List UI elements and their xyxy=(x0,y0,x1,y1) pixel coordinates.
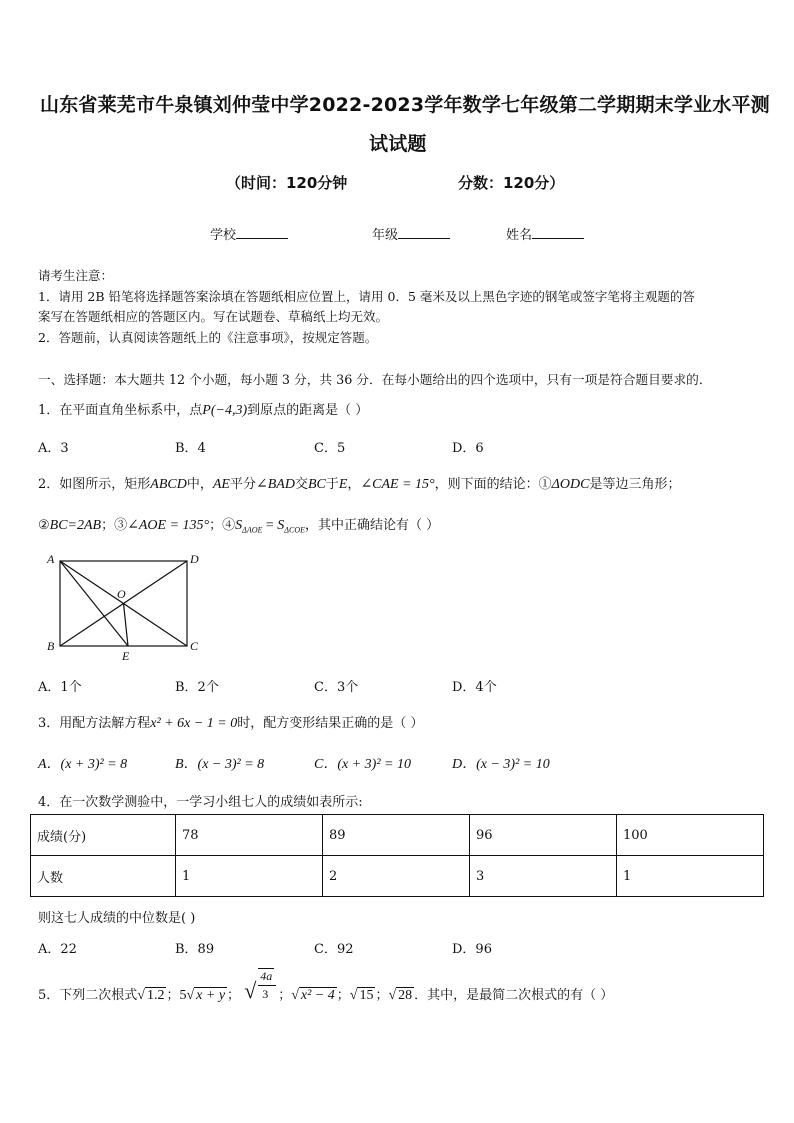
q5-root-2: √ x + y xyxy=(186,988,226,1003)
label-a: A xyxy=(47,552,55,566)
q1-option-d[interactable]: D．6 xyxy=(452,441,484,456)
q1-pre: 1．在平面直角坐标系中，点 xyxy=(38,403,203,418)
page-title-line2: 试试题 xyxy=(369,133,427,155)
q5-root-5-value: 15 xyxy=(359,988,374,1003)
table-cell: 1 xyxy=(617,856,764,897)
q5-root-1-value: 1.2 xyxy=(146,988,165,1003)
q2-ae: AE xyxy=(212,477,230,492)
q1-option-c[interactable]: C．5 xyxy=(314,441,346,456)
q5-root-5: √ 15 xyxy=(349,988,374,1003)
table-cell: 成绩(分) xyxy=(31,815,176,856)
exam-score: 分数：120分） xyxy=(458,174,565,192)
q2-odc: ΔODC xyxy=(551,477,590,492)
q2-text: ；④ xyxy=(209,518,236,533)
q2-text: ② xyxy=(38,518,50,533)
table-cell: 78 xyxy=(176,815,323,856)
q2-text: 中， xyxy=(186,477,213,492)
q3-option-c[interactable] xyxy=(314,753,411,773)
table-cell: 人数 xyxy=(31,856,176,897)
name-label: 姓名 xyxy=(506,228,533,243)
q5-root-6: √ 28 xyxy=(388,988,413,1003)
q5-root-2-value: x + y xyxy=(196,988,226,1003)
q5-pre: 5．下列二次根式 xyxy=(38,988,138,1003)
q3-option-b-text: B．(x − 3)² = 8 xyxy=(175,757,265,772)
segment-oe xyxy=(124,604,129,647)
q2-text: 是等边三角形； xyxy=(589,477,681,492)
q2-option-a[interactable]: A．1个 xyxy=(38,680,82,695)
q3-post: 时，配方变形结果正确的是（ ） xyxy=(237,716,424,731)
q2-text: 2．如图所示，矩形 xyxy=(38,477,151,492)
q3-pre: 3．用配方法解方程 xyxy=(38,716,151,731)
q5-sep: ； xyxy=(336,988,350,1003)
q1-option-a[interactable]: A．3 xyxy=(38,441,69,456)
q2-bad: ∠BAD xyxy=(255,477,295,492)
q3-option-a-text: A．(x + 3)² = 8 xyxy=(38,757,128,772)
q2-text: ；③ xyxy=(101,518,128,533)
q5-root-4-value: x² − 4 xyxy=(300,988,335,1003)
q2-option-b[interactable]: B．2个 xyxy=(175,680,219,695)
school-label: 学校 xyxy=(210,228,237,243)
grade-blank[interactable] xyxy=(398,226,450,239)
q2-text: 平分 xyxy=(229,477,256,492)
table-row xyxy=(31,856,764,897)
q2-s1-sub: ΔAOE xyxy=(242,525,263,535)
q2-s2: S xyxy=(277,518,285,533)
section1-heading: 一、选择题：本大题共 12 个小题，每小题 3 分，共 36 分．在每小题给出的四个选项中，只有一项是符合题目要求的． xyxy=(38,372,712,387)
table-cell: 3 xyxy=(470,856,617,897)
notes-heading: 请考生注意： xyxy=(38,268,114,283)
q2-rectangle-figure xyxy=(40,550,210,665)
q5-sep: ； xyxy=(166,988,180,1003)
q5-sep: ； xyxy=(227,988,241,1003)
q5-root-1: √ 1.2 xyxy=(137,988,165,1003)
label-b: B xyxy=(47,639,55,653)
q5-stem xyxy=(38,968,614,1006)
q2-bc2ab: BC=2AB xyxy=(49,518,102,533)
q4-option-d[interactable]: D．96 xyxy=(452,942,492,957)
name-field[interactable] xyxy=(506,224,584,243)
table-row xyxy=(31,815,764,856)
q2-text: 交 xyxy=(294,477,308,492)
q3-option-c-text: C．(x + 3)² = 10 xyxy=(314,757,411,772)
q2-eq: = xyxy=(262,518,278,533)
q4-option-a[interactable]: A．22 xyxy=(38,942,77,957)
q2-s2-sub: ΔCOE xyxy=(284,525,305,535)
q2-bc: BC xyxy=(307,477,326,492)
table-cell: 100 xyxy=(617,815,764,856)
q3-equation: x² + 6x − 1 = 0 xyxy=(150,716,238,731)
page-title-line1: 山东省莱芜市牛泉镇刘仲莹中学2022-2023学年数学七年级第二学期期末学业水平测 xyxy=(40,94,770,116)
q5-root-6-value: 28 xyxy=(398,988,413,1003)
q2-s1: S xyxy=(235,518,243,533)
q3-option-b[interactable] xyxy=(175,753,264,773)
q4-stem: 4．在一次数学测验中，一学习小组七人的成绩如表所示: xyxy=(38,795,363,810)
q4-option-b[interactable]: B．89 xyxy=(175,942,215,957)
q1-stem xyxy=(38,399,368,419)
q5-frac-num: 4a xyxy=(260,968,273,983)
q2-text: 于 xyxy=(325,477,339,492)
q2-option-c[interactable]: C．3个 xyxy=(314,680,359,695)
q2-abcd: ABCD xyxy=(150,477,187,492)
q2-cae: ∠CAE = 15° xyxy=(360,477,435,492)
grade-field[interactable] xyxy=(372,224,450,243)
q5-post: ．其中，是最简二次根式的有（ ） xyxy=(414,988,614,1003)
q5-root-3: √ 4a 3 xyxy=(244,986,278,1006)
q5-sep: ； xyxy=(375,988,389,1003)
q1-point: P(−4,3) xyxy=(202,403,248,418)
q2-text: ， xyxy=(347,477,361,492)
q1-post: 到原点的距离是（ ） xyxy=(247,403,369,418)
q4-after: 则这七人成绩的中位数是( ) xyxy=(38,911,196,926)
q1-option-b[interactable]: B．4 xyxy=(175,441,206,456)
notes-item1b: 案写在答题纸相应的答题区内。写在试题卷、草稿纸上均无效。 xyxy=(38,309,389,324)
q2-option-d[interactable]: D．4个 xyxy=(452,680,497,695)
q5-sep: ； xyxy=(278,988,292,1003)
table-cell: 2 xyxy=(323,856,470,897)
exam-time: （时间：120分钟 xyxy=(226,174,348,192)
notes-item1a: 1．请用 2B 铅笔将选择题答案涂填在答题纸相应位置上，请用 0．5 毫米及以上黑色字迹的钢笔或签字笔将主观题的答 xyxy=(38,289,695,304)
q2-text: ，其中正确结论有（ ） xyxy=(305,518,440,533)
label-c: C xyxy=(190,639,199,653)
grade-label: 年级 xyxy=(372,228,399,243)
q3-stem xyxy=(38,712,423,732)
name-blank[interactable] xyxy=(532,226,584,239)
q3-option-d-text: D．(x − 3)² = 10 xyxy=(452,757,550,772)
label-d: D xyxy=(190,552,199,566)
q2-e: E xyxy=(338,477,348,492)
q2-aoe: ∠AOE = 135° xyxy=(127,518,210,533)
q5-root-4: √ x² − 4 xyxy=(291,988,335,1003)
q3-option-d[interactable] xyxy=(452,753,550,773)
q2-text: ，则下面的结论：① xyxy=(434,477,552,492)
table-cell: 89 xyxy=(323,815,470,856)
q3-option-a[interactable] xyxy=(38,753,127,773)
table-cell: 1 xyxy=(176,856,323,897)
school-blank[interactable] xyxy=(236,226,288,239)
q4-option-c[interactable]: C．92 xyxy=(314,942,354,957)
q5-frac-den: 3 xyxy=(262,986,269,1001)
label-e: E xyxy=(122,649,130,663)
q2-stem-line1 xyxy=(38,473,680,493)
table-cell: 96 xyxy=(470,815,617,856)
q5-coef: 5 xyxy=(179,988,187,1003)
school-field[interactable] xyxy=(210,224,288,243)
segment-ae xyxy=(60,561,128,646)
q4-score-table xyxy=(30,814,764,897)
label-o: O xyxy=(117,587,126,601)
notes-item2: 2．答题前，认真阅读答题纸上的《注意事项》，按规定答题。 xyxy=(38,330,378,345)
q2-stem-line2 xyxy=(38,514,439,535)
